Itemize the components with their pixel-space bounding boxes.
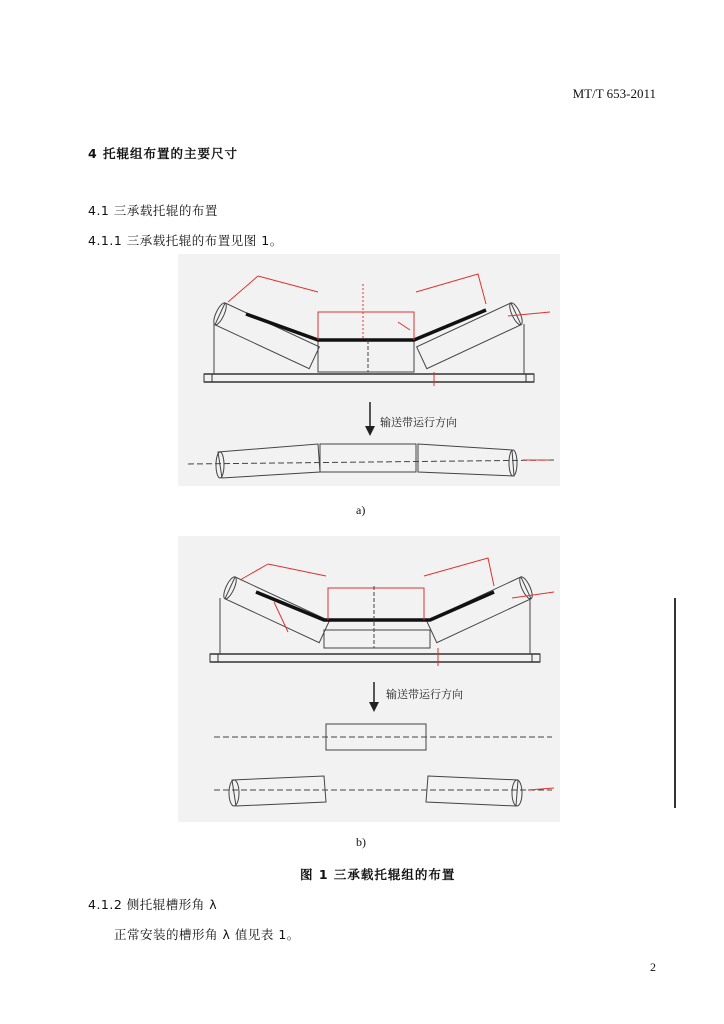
direction-label: 输送带运行方向 — [386, 688, 463, 701]
page-number: 2 — [650, 960, 656, 974]
document-code: MT/T 653-2011 — [572, 86, 656, 101]
section-4-1-2-heading: 4.1.2 侧托辊槽形角 λ — [88, 897, 218, 912]
figure-a-caption: a) — [356, 503, 366, 517]
figure-1b-drawing — [178, 536, 560, 822]
direction-label: 输送带运行方向 — [380, 416, 457, 429]
section-4-1-2-body: 正常安装的槽形角 λ 值见表 1。 — [114, 927, 300, 942]
figure-title: 图 1 三承载托辊组的布置 — [300, 867, 456, 882]
margin-change-bar — [674, 598, 676, 808]
figure-1a-drawing — [178, 254, 560, 486]
section-4-1-1-text: 4.1.1 三承载托辊的布置见图 1。 — [88, 233, 283, 248]
section-4-heading: 4 托辊组布置的主要尺寸 — [88, 146, 239, 161]
figure-b-caption: b) — [356, 835, 366, 849]
section-4-1-heading: 4.1 三承载托辊的布置 — [88, 203, 218, 218]
